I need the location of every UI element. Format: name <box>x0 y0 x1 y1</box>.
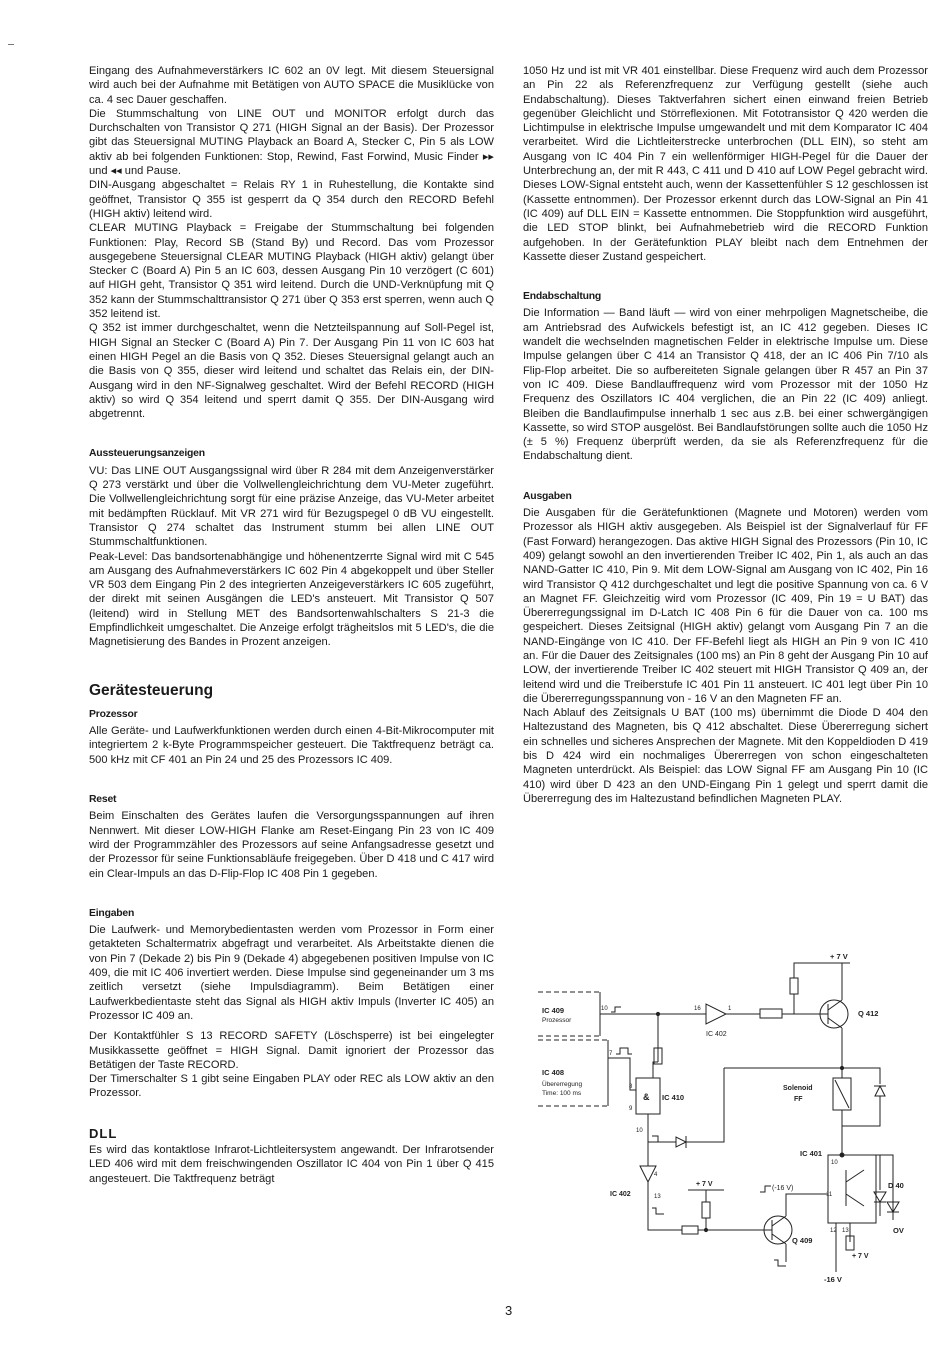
heading-endabschaltung: Endabschaltung <box>523 291 602 303</box>
pin-label: 11 <box>826 1192 833 1198</box>
pin-label: 10 <box>636 1128 643 1134</box>
solenoid-ff-icon <box>835 1080 849 1108</box>
pulse-icon <box>652 1208 664 1214</box>
paragraph: VU: Das LINE OUT Ausgangssignal wird über R 284 mit dem Anzeigenverstärker Q 273 verstärkt und über die Vollwellengleichrichtung dem VU-Meter zugeführt. Die Vollwellengleichrichtung sorgt für eine präzise Anzeige, das VU-Meter arbeitet mit bedämpften Rücklauf. Mit VR 271 wird für Bezugspegel 0 dB VU eingestellt. Transistor Q 274 schaltet das Instrument stumm bei allen LINE OUT Stummschaltfunktionen. <box>89 464 494 549</box>
d40-label: D 40 <box>888 1181 904 1190</box>
ic401-transistor-icon <box>846 1170 864 1206</box>
ic402-label: IC 402 <box>610 1191 631 1198</box>
signal-line <box>686 1068 724 1142</box>
section-title-geraetesteuerung: Gerätesteuerung <box>89 681 214 699</box>
voltage-label: + 7 V <box>852 1253 869 1260</box>
paragraph: CLEAR MUTING Playback = Freigabe der Stummschaltung bei folgenden Funktionen: Play, Record SB (Stand By) und Record. Das vom Prozessor ausgegebene Steuersignal CLEAR MUTING Playback (HIGH aktiv) gelangt über Stecker C (Board A) Pin 5 an IC 603, dessen Ausgang Pin 10 verzögert (C 601) auf HIGH geht, Transistor Q 351 wird leitend. Durch die UND-Verknüpfung mit Q 352 kann der Stummschalttransistor Q 271 über Q 353 erst sperren, wenn auch Q 352 leitend ist. <box>89 222 494 321</box>
diode-icon <box>875 1086 885 1096</box>
heading-eingaben: Eingaben <box>89 907 135 919</box>
solenoid-label: Solenoid <box>783 1085 813 1092</box>
resistor-icon <box>790 978 798 994</box>
pin-label: 4 <box>654 1172 658 1178</box>
ic401-label: IC 401 <box>800 1149 823 1158</box>
q409-label: Q 409 <box>792 1236 813 1245</box>
paragraph: Q 352 ist immer durchgeschaltet, wenn die Netzteilspannung auf Soll-Pegel ist, HIGH Signal an Stecker C (Board A) Pin 7. Der Ausgang Pin 11 von IC 603 hat einen HIGH Pegel an die Basis von Q 352. Dieses Steuersignal gelangt auch an die Basis von Q 355, dieser wird leitend und schaltet das Relais ein, der DIN-Ausgang wird in den NF-Signalweg geschaltet. Wird der Befehl RECORD (HIGH aktiv) so wird Q 354 leitend und sperrt damit Q 355. Der DIN-Ausgang wird abgetrennt. <box>89 322 494 421</box>
pin-label: 9 <box>629 1106 633 1112</box>
signal-line <box>653 1014 658 1078</box>
circuit-diagram <box>528 950 933 1295</box>
ic408-label: IC 408 <box>542 1068 565 1077</box>
pin-label: 16 <box>694 1006 701 1012</box>
paragraph: Alle Geräte- und Laufwerkfunktionen werden durch einen 4-Bit-Mikrocomputer mit integriertem 2 k-Byte Programmspeicher gesteuert. Die Taktfrequenz beträgt ca. 500 kHz mit CF 401 an Pin 24 und 25 des Prozessors IC 409. <box>89 725 494 766</box>
heading-aussteuerungsanzeigen: Aussteuerungsanzeigen <box>89 448 205 460</box>
q409-transistor-icon <box>764 1216 786 1244</box>
ic409-label: IC 409 <box>542 1006 565 1015</box>
signal-line <box>786 1194 828 1216</box>
signal-line <box>706 1218 764 1230</box>
paragraph: Peak-Level: Das bandsortenabhängige und höhenentzerrte Signal wird mit C 545 am Ausgang des Aufnahmeverstärkers IC 602 Pin 4 abgekoppelt und über Steller VR 503 dem Eingang Pin 2 des integrierten Anzeigeverstärkers IC 605 zugeführt, der direkt mit seinen Ausgängen die LED's ansteuert. Mit Transistor Q 507 (leitend) wird in Stellung MET des Bandsortenwahlschalters S 21-3 die Empfindlichkeit umgeschaltet. Die Anzeige erfolgt trägheitslos mit 5 LED's, die die Magnetisierung des Bandes in Prozent anzeigen. <box>89 550 494 649</box>
voltage-label: + 7 V <box>830 952 848 961</box>
pulse-icon <box>616 1048 632 1054</box>
pin-label: 8 <box>629 1084 633 1090</box>
signal-line <box>842 1068 880 1084</box>
paragraph: Nach Ablauf des Zeitsignals U BAT (100 ms) übernimmt die Diode D 404 den Haltezustand des Magneten, bis Q 412 abschaltet. Diese Übererregung sichert ein schnelles und sicheres Ansprechen der Magnete. Mit den Koppeldioden D 419 bis D 424 wird ein nochmaliges Übererregen von schon eingeschalteten Magneten unterdrückt. Als Beispiel: das LOW Signal FF am Ausgang Pin 10 (IC 410) wird über D 423 an den UND-Eingang Pin 1 gelegt und sperrt damit die Übererregung des im Haltezustand befindlichen Magneten PLAY. <box>523 707 928 805</box>
heading-prozessor: Prozessor <box>89 708 138 720</box>
pin-label: 1 <box>728 1006 732 1012</box>
voltage-label: (-16 V) <box>772 1185 794 1192</box>
ff-label: FF <box>794 1096 803 1103</box>
nand-symbol: & <box>643 1092 650 1102</box>
paragraph: Der Kontaktfühler S 13 RECORD SAFETY (Löschsperre) ist bei eingelegter Musikkassette geöffnet = HIGH Signal. Damit ignoriert der Prozessor das Betätigen der Taste RECORD. <box>89 1030 494 1071</box>
resistor-icon <box>760 1009 782 1018</box>
paragraph: Die Ausgaben für die Gerätefunktionen (Magnete und Motoren) werden vom Prozessor als HIGH aktiv ausgegeben. Als Beispiel ist der Signalverlauf für FF (Fast Forward) herangezogen. Das aktive HIGH Signal des Prozessors (Pin 10, IC 409) gelangt sowohl an den invertierenden Treiber IC 402, Pin 1, als auch an das NAND-Gatter IC 410, Pin 9. Mit dem LOW-Signal am Ausgang von IC 402, Pin 16 wird Transistor Q 412 durchgeschaltet und legt die positive Spannung von ca. 6 V an Magnet FF. Gleichzeitig wird vom Prozessor (IC 409, Pin 19 = U BAT) das Übererregungssignal im D-Latch IC 408 Pin 6 für die Dauer von ca. 100 ms gespeichert. Dieses Zeitsignal (HIGH aktiv) gelangt vom Ausgang Pin 7 an die NAND-Eingänge von IC 410. Der FF-Befehl liegt als HIGH an Pin 9 von IC 410 an. Für die Dauer des Zeitsignales (100 ms) an Pin 8 geht der Ausgang Pin 10 auf LOW, der invertierende Treiber IC 402 steuert mit HIGH Transistor Q 409 an, der leitend wird und die Treiberstufe IC 401 Pin 11 ansteuert. IC 401 legt über Pin 10 die Übererregungsspannung von - 16 V an den Magneten FF an. <box>523 507 928 705</box>
pulse-icon <box>760 1186 771 1192</box>
q412-transistor-icon <box>820 1000 842 1028</box>
paragraph: 1050 Hz und ist mit VR 401 einstellbar. Diese Frequenz wird auch dem Prozessor an Pin 22 als Referenzfrequenz zur Verfügung gestellt (siehe auch Endabschaltung). Dieses Taktverfahren sichert einen einwand freien Betrieb gegenüber Gleichlicht und Störreflexionen. Mit Fototransistor Q 420 werden die Lichtimpulse in elektrische Impulse umgewandelt und mit dem Komparator IC 404 verarbeitet. Wird die Lichtleiterstrecke unterbrochen (DLL EIN), so steht am Ausgang von IC 404 Pin 7 ein wellenförmiger HIGH-Pegel für die Dauer der Unterbrechung an, der mit R 443, C 411 und D 410 auf LOW Pegel gebracht wird. Dieses LOW-Signal entsteht auch, wenn der Kassettenfühler S 12 geschlossen ist (Kassette entnommen). Der Prozessor erkennt durch das LOW-Signal an Pin 41 (IC 409) auf DLL EIN = Kassette entnommen. Die Stoppfunktion wird ausgeführt, die LED STOP blinkt, bei Aufnahmebetrieb wird die RECORD Funktion aufgehoben. In der Gerätefunktion PLAY bleibt nach dem Entnehmen der Kassette dieser Zustand gespeichert. <box>523 65 928 263</box>
voltage-label: + 7 V <box>696 1181 713 1188</box>
pin-label: 10 <box>831 1160 838 1166</box>
paragraph: Die Information — Band läuft — wird von einer mehrpoligen Magnetscheibe, die am Antriebsrad des Aufwickels befestigt ist, an IC 412 gegeben. Dieses IC wandelt die wechselnden magnetischen Felder in elektrische Impulse um. Diese Impulse gelangen über C 414 an Transistor Q 418, der an IC 406 Pin 7/10 als Flip-Flop arbeitet. Die so aufbereiteten Signale gelangen über R 457 an Pin 37 von IC 409. Diese Bandlauffrequenz wird vom Prozessor mit der 1050 Hz Frequenz des Oszillators IC 404 verglichen, die an Pin 22 (IC 409) anliegt. Bleiben die Bandlaufimpulse innerhalb 1 sec aus z.B. bei einer schwergängigen Kassette, so wird STOP ausgelöst. Bei Bandlaufstörungen sollte auch die 1050 Hz (± 5 %) Frequenz überprüft werden, da sie als Referenzfrequenz für die Endabschaltung dient. <box>523 307 928 463</box>
pin-label: 7 <box>609 1051 613 1057</box>
pulse-icon <box>774 1260 786 1266</box>
pin-label: 13 <box>842 1228 849 1234</box>
signal-line <box>842 1096 880 1126</box>
ic402-buffer-icon <box>706 1004 726 1024</box>
right-column <box>523 64 928 806</box>
voltage-label: -16 V <box>824 1275 842 1284</box>
pin-label: 10 <box>601 1006 608 1012</box>
ic408-sublabel: Übererregung <box>542 1081 583 1088</box>
junction-dot <box>840 1153 844 1157</box>
signal-line <box>648 1216 682 1230</box>
ov-label: OV <box>893 1226 904 1235</box>
page-number: 3 <box>505 1303 513 1318</box>
signal-line <box>864 1155 893 1182</box>
paragraph: Es wird das kontaktlose Infrarot-Lichtleitersystem angewandt. Der Infrarotsender LED 406 wird mit dem freischwingenden Oszillator IC 404 von Pin 1 über Q 415 angesteuert. Die Taktfrequenz beträgt <box>89 1144 494 1185</box>
paragraph: DIN-Ausgang abgeschaltet = Relais RY 1 in Ruhestellung, die Kontakte sind geöffnet, Transistor Q 355 ist gesperrt da Q 354 durch den RECORD Befehl (HIGH aktiv) leitend wird. <box>89 179 494 220</box>
scan-mark <box>8 44 14 45</box>
pulse-icon <box>611 1007 621 1012</box>
left-column <box>89 64 494 1186</box>
heading-ausgaben: Ausgaben <box>523 490 572 502</box>
ic408-sublabel: Time: 100 ms <box>542 1090 582 1097</box>
resistor-icon <box>682 1226 698 1234</box>
ic409-sublabel: Prozessor <box>542 1017 572 1024</box>
paragraph: Die Stummschaltung von LINE OUT und MONITOR erfolgt durch das Durchschalten von Transistor Q 271 (HIGH Signal an der Basis). Der Prozessor gibt das Steuersignal MUTING Playback an Board A, Stecker C, Pin 5 als LOW aktiv ab bei folgenden Funktionen: Stop, Rewind, Fast Forwind, Music Finder ▸▸ und ◂◂ und Pause. <box>89 107 494 178</box>
paragraph: Die Laufwerk- und Memorybedientasten werden vom Prozessor in Form einer getakteten Schaltermatrix abgefragt und verarbeitet. Als Arbeitstakte dienen die von Pin 7 (Dekade 2) bis Pin 9 (Dekade 4) abgegebenen positiven Impulse von IC 409, die mit IC 406 invertiert werden. Diese Impulse sind gegeneinander um 3 ms zeitlich versetzt (siehe Impulsdiagramm). Beim Betätigen einer Laufwerkbedientaste steht das Signal als HIGH aktiv Impuls (Inverter IC 405) an Prozessor IC 409 an. <box>89 924 494 1022</box>
diode-icon <box>676 1137 686 1147</box>
paragraph: Beim Einschalten des Gerätes laufen die Versorgungsspannungen auf ihren Nennwert. Mit dieser LOW-HIGH Flanke am Reset-Eingang Pin 23 von IC 409 wird der Programmzähler des Prozessors auf seine Anfangsadresse gesetzt und der Prozessor für seine Funktionsabläufe freigegeben. Über D 418 und C 417 wird ein Clear-Impuls an das D-Flip-Flop IC 408 Pin 1 gegeben. <box>89 810 494 880</box>
pin-label: 12 <box>830 1228 837 1234</box>
ic410-label: IC 410 <box>662 1093 685 1102</box>
q412-label: Q 412 <box>858 1009 879 1018</box>
pulse-icon <box>652 1136 664 1142</box>
ic402-label: IC 402 <box>706 1031 727 1038</box>
paragraph: Der Timerschalter S 1 gibt seine Eingaben PLAY oder REC als LOW aktiv an den Prozessor. <box>89 1073 494 1100</box>
pin-label: 13 <box>654 1194 661 1200</box>
resistor-icon <box>702 1202 710 1218</box>
heading-reset: Reset <box>89 794 117 806</box>
paragraph: Eingang des Aufnahmeverstärkers IC 602 an 0V legt. Mit diesem Steuersignal wird auch bei der Aufnahme mit Betätigen von AUTO SPACE die Musiklücke von ca. 4 sec Dauer geschaffen. <box>89 65 494 106</box>
heading-dll: DLL <box>89 1125 118 1141</box>
